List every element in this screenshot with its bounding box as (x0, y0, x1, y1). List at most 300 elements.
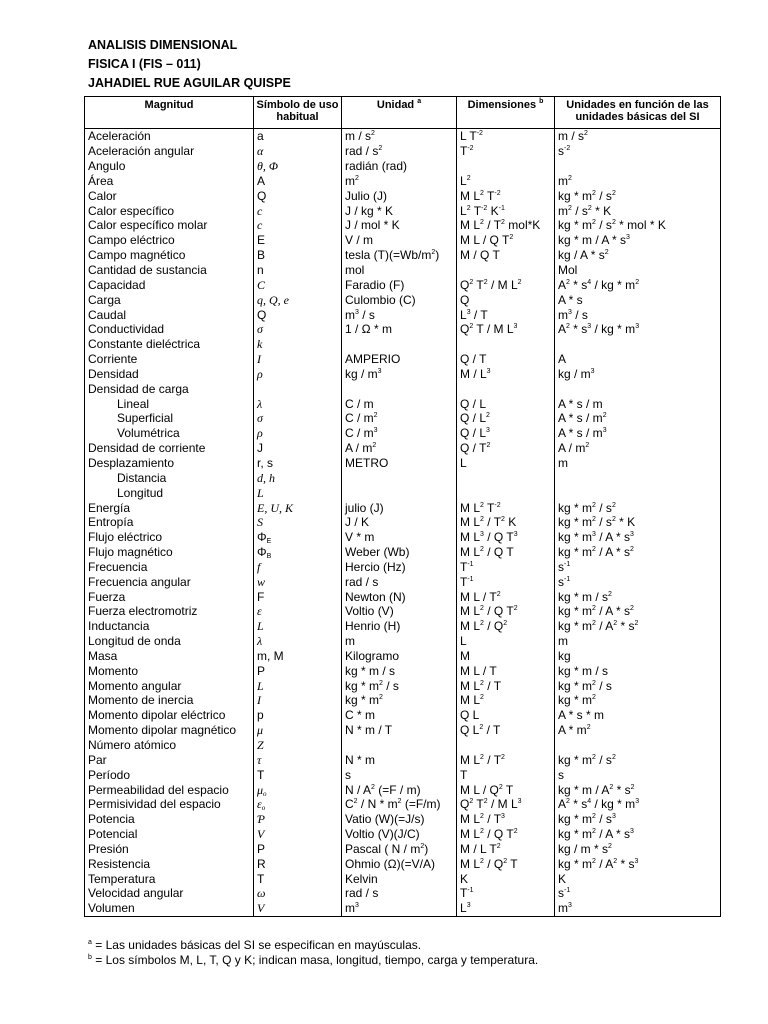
magnitud-cell: Cantidad de sustancia (85, 263, 254, 278)
unidades-si-cell: kg * $m^2 / s^2$ * mol * K (555, 218, 721, 233)
table-row (85, 277, 721, 292)
table-row (85, 782, 721, 797)
unidad-cell: mol (342, 263, 457, 278)
table-row (85, 901, 721, 916)
magnitud-cell: Frecuencia (85, 559, 254, 574)
simbolo-cell: w (254, 574, 342, 589)
unidad-cell: rad / s (342, 886, 457, 901)
dimensiones-cell (457, 485, 555, 500)
unidades-si-cell (555, 470, 721, 485)
magnitud-cell: Momento dipolar eléctrico (85, 708, 254, 723)
simbolo-cell: $\Phi_E$ (254, 530, 342, 545)
column-header-unidades-si: Unidades en función de las unidades básicas del SI (555, 97, 721, 129)
magnitud-cell: Área (85, 174, 254, 189)
unidad-cell: Weber (Wb) (342, 545, 457, 560)
magnitud-cell: Longitud de onda (85, 634, 254, 649)
table-row (85, 500, 721, 515)
unidades-si-cell: A * s / $m^2$ (555, 411, 721, 426)
dimensiones-cell (457, 738, 555, 753)
unidad-cell: kg * m / s (342, 663, 457, 678)
simbolo-cell: L (254, 619, 342, 634)
dimensiones-cell: $T^{-1}$ (457, 886, 555, 901)
table-row (85, 456, 721, 471)
unidad-cell: kg * $m^2$ (342, 693, 457, 708)
unidad-cell (342, 470, 457, 485)
table-row (85, 441, 721, 456)
table-row (85, 426, 721, 441)
magnitud-cell: Carga (85, 292, 254, 307)
document-title: ANALISIS DIMENSIONAL (88, 38, 238, 52)
simbolo-cell: J (254, 441, 342, 456)
magnitud-cell: Par (85, 752, 254, 767)
magnitud-cell: Resistencia (85, 856, 254, 871)
simbolo-cell: Q (254, 188, 342, 203)
unidades-si-cell: kg * $m^2$ (555, 693, 721, 708)
dimensiones-cell: L (457, 456, 555, 471)
dimensiones-cell: Q (457, 292, 555, 307)
simbolo-cell: $\mu_o$ (254, 782, 342, 797)
table-row (85, 174, 721, 189)
unidades-si-cell: A * $m^2$ (555, 723, 721, 738)
table-row (85, 470, 721, 485)
unidades-si-cell (555, 381, 721, 396)
table-row (85, 634, 721, 649)
dimensiones-cell: M $L^2 / T^2$ mol*K (457, 218, 555, 233)
magnitud-cell: Conductividad (85, 322, 254, 337)
unidades-si-cell: kg * $m^2 / s^2$ * K (555, 515, 721, 530)
unidad-cell: Voltio (V)(J/C) (342, 827, 457, 842)
simbolo-cell: C (254, 277, 342, 292)
table-row (85, 886, 721, 901)
unidad-cell: METRO (342, 456, 457, 471)
table-row (85, 352, 721, 367)
simbolo-cell: E (254, 233, 342, 248)
table-row (85, 723, 721, 738)
table-row (85, 649, 721, 664)
table-row (85, 871, 721, 886)
column-header-magnitud: Magnitud (85, 97, 254, 129)
unidades-si-cell: A / $m^2$ (555, 441, 721, 456)
simbolo-cell: f (254, 559, 342, 574)
simbolo-cell: Q (254, 307, 342, 322)
unidad-cell: $C^2$ / N * $m^2$ (=F/m) (342, 797, 457, 812)
dimensiones-cell: M L / Q $T^2$ (457, 233, 555, 248)
unidad-cell: 1 / Ω * m (342, 322, 457, 337)
dimensiones-cell: M L / T (457, 663, 555, 678)
magnitud-cell: Permeabilidad del espacio (85, 782, 254, 797)
magnitud-cell: Número atómico (85, 738, 254, 753)
unidad-cell: Voltio (V) (342, 604, 457, 619)
table-row (85, 767, 721, 782)
dimensiones-cell: L $T^{-2}$ (457, 129, 555, 144)
magnitud-cell: Masa (85, 649, 254, 664)
magnitud-cell: Angulo (85, 159, 254, 174)
table-row (85, 693, 721, 708)
magnitud-cell: Capacidad (85, 277, 254, 292)
footnote-a (88, 938, 421, 952)
unidades-si-cell: kg / A * $s^2$ (555, 248, 721, 263)
dimensiones-cell: $Q^2$ $T^2$ / M $L^3$ (457, 797, 555, 812)
dimensiones-cell: M $L^2 / T^2$ K (457, 515, 555, 530)
unidad-cell: kg / $m^3$ (342, 367, 457, 382)
unidades-si-cell (555, 337, 721, 352)
unidades-si-cell: $m^2 / s^2$ * K (555, 203, 721, 218)
table-row (85, 248, 721, 263)
dimensiones-cell: $L^2$ $T^{-2}$ $K^{-1}$ (457, 203, 555, 218)
dimensiones-cell: T (457, 767, 555, 782)
simbolo-cell: n (254, 263, 342, 278)
magnitud-cell: Superficial (85, 411, 254, 426)
unidad-cell: Pascal ( N / $m^2$) (342, 842, 457, 857)
dimensiones-cell: M L / $Q^2$ T (457, 782, 555, 797)
magnitud-cell: Campo magnético (85, 248, 254, 263)
dimensiones-cell (457, 337, 555, 352)
unidad-cell: N / $A^2$ (=F / m) (342, 782, 457, 797)
unidad-cell: radián (rad) (342, 159, 457, 174)
table-row (85, 381, 721, 396)
magnitud-cell: Potencial (85, 827, 254, 842)
magnitud-cell: Permisividad del espacio (85, 797, 254, 812)
dimensiones-cell (457, 263, 555, 278)
unidades-si-cell: A * s / $m^3$ (555, 426, 721, 441)
dimensiones-cell: M $L^2$ (457, 693, 555, 708)
magnitud-cell: Lineal (85, 396, 254, 411)
dimensiones-cell: $T^{-2}$ (457, 144, 555, 159)
table-row (85, 842, 721, 857)
dimensiones-cell: M $L^2$ $T^{-2}$ (457, 188, 555, 203)
unidades-si-cell: $s^{-1}$ (555, 559, 721, 574)
unidad-cell: Hercio (Hz) (342, 559, 457, 574)
footnote-b (88, 953, 538, 967)
unidad-cell: C / $m^3$ (342, 426, 457, 441)
unidades-si-cell: A * s / m (555, 396, 721, 411)
magnitud-cell: Calor (85, 188, 254, 203)
unidad-cell: J / mol * K (342, 218, 457, 233)
dimensiones-cell: M $L^2 / Q^2$ T (457, 856, 555, 871)
unidades-si-cell: K (555, 871, 721, 886)
table-row (85, 396, 721, 411)
simbolo-cell: ρ (254, 367, 342, 382)
unidades-si-cell: kg * $m^2 / A^2 * s^3$ (555, 856, 721, 871)
unidades-si-cell: kg * $m^2 / s^2$ (555, 500, 721, 515)
dimensiones-cell: M $L^2$ / Q T (457, 545, 555, 560)
unidad-cell: rad / s (342, 574, 457, 589)
simbolo-cell: c (254, 218, 342, 233)
unidad-cell: Kilogramo (342, 649, 457, 664)
unidades-si-cell: kg * $m^2$ / A * $s^2$ (555, 604, 721, 619)
simbolo-cell: p (254, 708, 342, 723)
simbolo-cell (254, 381, 342, 396)
magnitud-cell: Densidad (85, 367, 254, 382)
simbolo-cell: τ (254, 752, 342, 767)
unidad-cell: Julio (J) (342, 188, 457, 203)
table-body (85, 129, 721, 917)
unidades-si-cell: $A^2 * s^4$ / kg * $m^3$ (555, 797, 721, 812)
simbolo-cell: B (254, 248, 342, 263)
footnote-b-text: = Los símbolos M, L, T, Q y K; indican masa, longitud, tiempo, carga y temperatura. (95, 953, 539, 967)
magnitud-cell: Flujo eléctrico (85, 530, 254, 545)
unidad-cell: C / $m^2$ (342, 411, 457, 426)
footnote-a-marker: a (88, 939, 92, 946)
dimensiones-cell: Q / $L^3$ (457, 426, 555, 441)
magnitud-cell: Momento (85, 663, 254, 678)
unidades-si-cell: kg * $m^2 / s^3$ (555, 812, 721, 827)
dimensiones-cell: M $L^2 / Q^2$ (457, 619, 555, 634)
unidad-cell: Ohmio (Ω)(=V/A) (342, 856, 457, 871)
simbolo-cell: E, U, K (254, 500, 342, 515)
magnitud-cell: Constante dieléctrica (85, 337, 254, 352)
unidades-si-cell: kg * $m^2$ / s (555, 678, 721, 693)
dimensiones-cell (457, 381, 555, 396)
dimensiones-cell: M / Q T (457, 248, 555, 263)
unidades-si-cell (555, 738, 721, 753)
magnitud-cell: Distancia (85, 470, 254, 485)
table-row (85, 708, 721, 723)
magnitud-cell: Densidad de carga (85, 381, 254, 396)
magnitud-cell: Velocidad angular (85, 886, 254, 901)
column-header-unidad: Unidad $^a$ (342, 97, 457, 129)
simbolo-cell: Ƥ (254, 812, 342, 827)
magnitud-cell: Densidad de corriente (85, 441, 254, 456)
simbolo-cell: r, s (254, 456, 342, 471)
unidad-cell: Newton (N) (342, 589, 457, 604)
magnitud-cell: Flujo magnético (85, 545, 254, 560)
unidad-cell: $m^3$ / s (342, 307, 457, 322)
table-row (85, 233, 721, 248)
unidades-si-cell: m (555, 634, 721, 649)
magnitud-cell: Longitud (85, 485, 254, 500)
magnitud-cell: Temperatura (85, 871, 254, 886)
dimensiones-cell: Q / $L^2$ (457, 411, 555, 426)
table-row (85, 159, 721, 174)
unidades-si-cell: Mol (555, 263, 721, 278)
unidad-cell: $m^3$ (342, 901, 457, 916)
unidad-cell: Kelvin (342, 871, 457, 886)
table-row (85, 337, 721, 352)
unidades-si-cell: $s^{-2}$ (555, 144, 721, 159)
dimensiones-cell: M (457, 649, 555, 664)
dimensiones-cell: K (457, 871, 555, 886)
unidades-si-cell: $m^3$ / s (555, 307, 721, 322)
magnitud-cell: Inductancia (85, 619, 254, 634)
magnitud-cell: Volumen (85, 901, 254, 916)
table-row (85, 797, 721, 812)
simbolo-cell: a (254, 129, 342, 144)
unidades-si-cell (555, 485, 721, 500)
dimensiones-cell: $L^3$ (457, 901, 555, 916)
unidades-si-cell: kg * $m^3$ / A * $s^3$ (555, 530, 721, 545)
unidades-si-cell: kg * $m^2$ / A * $s^3$ (555, 827, 721, 842)
simbolo-cell: T (254, 871, 342, 886)
unidades-si-cell: kg / m * $s^2$ (555, 842, 721, 857)
unidades-si-cell: m / $s^2$ (555, 129, 721, 144)
table-row (85, 129, 721, 144)
table-row (85, 530, 721, 545)
dimensiones-cell: M $L^2$ / Q $T^2$ (457, 604, 555, 619)
magnitud-cell: Corriente (85, 352, 254, 367)
dimensiones-cell: Q / L (457, 396, 555, 411)
unidad-cell: kg * $m^2$ / s (342, 678, 457, 693)
course-code: FISICA I (FIS – 011) (88, 57, 201, 71)
unidad-cell: rad / $s^2$ (342, 144, 457, 159)
unidades-si-cell: kg * m / A * $s^3$ (555, 233, 721, 248)
simbolo-cell: I (254, 693, 342, 708)
unidad-cell: AMPERIO (342, 352, 457, 367)
magnitud-cell: Fuerza electromotriz (85, 604, 254, 619)
unidad-cell (342, 738, 457, 753)
table-row (85, 574, 721, 589)
simbolo-cell: $\varepsilon_o$ (254, 797, 342, 812)
unidad-cell: Faradio (F) (342, 277, 457, 292)
magnitud-cell: Aceleración (85, 129, 254, 144)
unidades-si-cell: $A^2 * s^4$ / kg * $m^2$ (555, 277, 721, 292)
unidad-cell: A / $m^2$ (342, 441, 457, 456)
dimensiones-cell: M $L^3$ / Q $T^3$ (457, 530, 555, 545)
unidad-cell: N * m / T (342, 723, 457, 738)
footnote-a-text: = Las unidades básicas del SI se especifican en mayúsculas. (95, 938, 422, 952)
simbolo-cell: σ (254, 411, 342, 426)
unidad-cell (342, 381, 457, 396)
dimensiones-cell: $T^{-1}$ (457, 559, 555, 574)
unidad-cell: Vatio (W)(=J/s) (342, 812, 457, 827)
simbolo-cell: ρ (254, 426, 342, 441)
dimensiones-cell: M $L^2$ / Q $T^2$ (457, 827, 555, 842)
simbolo-cell: P (254, 842, 342, 857)
dimensiones-cell: $T^{-1}$ (457, 574, 555, 589)
simbolo-cell: ω (254, 886, 342, 901)
unidades-si-cell: A * s (555, 292, 721, 307)
dimensiones-cell: M $L^2$ $T^{-2}$ (457, 500, 555, 515)
magnitud-cell: Caudal (85, 307, 254, 322)
simbolo-cell: ε (254, 604, 342, 619)
author-name: JAHADIEL RUE AGUILAR QUISPE (88, 76, 291, 90)
simbolo-cell: Z (254, 738, 342, 753)
unidad-cell: s (342, 767, 457, 782)
magnitud-cell: Potencia (85, 812, 254, 827)
table-row (85, 307, 721, 322)
table-header-row (85, 97, 721, 129)
simbolo-cell: d, h (254, 470, 342, 485)
simbolo-cell: I (254, 352, 342, 367)
simbolo-cell: T (254, 767, 342, 782)
unidad-cell: tesla $(T)(=Wb/m^2)$ (342, 248, 457, 263)
unidad-cell (342, 485, 457, 500)
unidad-cell: J / K (342, 515, 457, 530)
table-row (85, 322, 721, 337)
magnitud-cell: Momento dipolar magnético (85, 723, 254, 738)
unidades-si-cell: m (555, 456, 721, 471)
unidades-si-cell: kg * m / $A^2 * s^2$ (555, 782, 721, 797)
unidades-si-cell: kg (555, 649, 721, 664)
column-header-simbolo: Símbolo de uso habitual (254, 97, 342, 129)
table-row (85, 678, 721, 693)
simbolo-cell: A (254, 174, 342, 189)
unidad-cell: m / $s^2$ (342, 129, 457, 144)
dimensiones-cell: M $L^2 / T^3$ (457, 812, 555, 827)
magnitud-cell: Calor específico (85, 203, 254, 218)
table-row (85, 218, 721, 233)
unidad-cell: V * m (342, 530, 457, 545)
magnitud-cell: Presión (85, 842, 254, 857)
dimensiones-cell: $L^3$ / T (457, 307, 555, 322)
magnitud-cell: Momento de inercia (85, 693, 254, 708)
dimensiones-cell (457, 470, 555, 485)
unidades-si-cell: kg * $m^2 / A^2 * s^2$ (555, 619, 721, 634)
table-row (85, 263, 721, 278)
simbolo-cell: k (254, 337, 342, 352)
footnote-b-marker: b (88, 954, 92, 961)
dimensiones-cell: Q $L^2$ / T (457, 723, 555, 738)
simbolo-cell: R (254, 856, 342, 871)
table-row (85, 589, 721, 604)
simbolo-cell: V (254, 827, 342, 842)
unidad-cell: C * m (342, 708, 457, 723)
unidades-si-cell: kg * $m^2 / s^2$ (555, 752, 721, 767)
table-row (85, 485, 721, 500)
table-row (85, 752, 721, 767)
unidades-si-cell: $m^3$ (555, 901, 721, 916)
table-row (85, 515, 721, 530)
unidades-si-cell (555, 159, 721, 174)
simbolo-cell: λ (254, 634, 342, 649)
unidad-cell: N * m (342, 752, 457, 767)
table-row (85, 203, 721, 218)
simbolo-cell: μ (254, 723, 342, 738)
table-row (85, 856, 721, 871)
simbolo-cell: $\Phi_B$ (254, 545, 342, 560)
table-row (85, 619, 721, 634)
column-header-dimensiones: Dimensiones $^b$ (457, 97, 555, 129)
unidades-si-cell: s (555, 767, 721, 782)
simbolo-cell: F (254, 589, 342, 604)
table-row (85, 812, 721, 827)
magnitud-cell: Período (85, 767, 254, 782)
simbolo-cell: P (254, 663, 342, 678)
unidades-si-cell: $m^2$ (555, 174, 721, 189)
dimensiones-cell (457, 159, 555, 174)
unidad-cell (342, 337, 457, 352)
simbolo-cell: L (254, 485, 342, 500)
simbolo-cell: α (254, 144, 342, 159)
dimensiones-cell: M $L^2 / T^2$ (457, 752, 555, 767)
simbolo-cell: c (254, 203, 342, 218)
unidad-cell: julio (J) (342, 500, 457, 515)
dimensiones-cell: $Q^2$ $T^2$ / M $L^2$ (457, 277, 555, 292)
magnitud-cell: Momento angular (85, 678, 254, 693)
simbolo-cell: θ, Φ (254, 159, 342, 174)
magnitud-cell: Calor específico molar (85, 218, 254, 233)
unidad-cell: Culombio (C) (342, 292, 457, 307)
simbolo-cell: V (254, 901, 342, 916)
magnitud-cell: Aceleración angular (85, 144, 254, 159)
unidades-si-cell: A (555, 352, 721, 367)
unidades-si-cell: kg / $m^3$ (555, 367, 721, 382)
unidad-cell: C / m (342, 396, 457, 411)
magnitud-cell: Frecuencia angular (85, 574, 254, 589)
magnitud-cell: Fuerza (85, 589, 254, 604)
table-row (85, 367, 721, 382)
magnitud-cell: Desplazamiento (85, 456, 254, 471)
table-row (85, 188, 721, 203)
unidad-cell: J / kg * K (342, 203, 457, 218)
table-row (85, 663, 721, 678)
unidades-si-cell: kg * m / s (555, 663, 721, 678)
dimensiones-cell: Q L (457, 708, 555, 723)
magnitud-cell: Campo eléctrico (85, 233, 254, 248)
dimensiones-cell: $Q^2$ T / M $L^3$ (457, 322, 555, 337)
simbolo-cell: S (254, 515, 342, 530)
dimensiones-cell: Q / $T^2$ (457, 441, 555, 456)
